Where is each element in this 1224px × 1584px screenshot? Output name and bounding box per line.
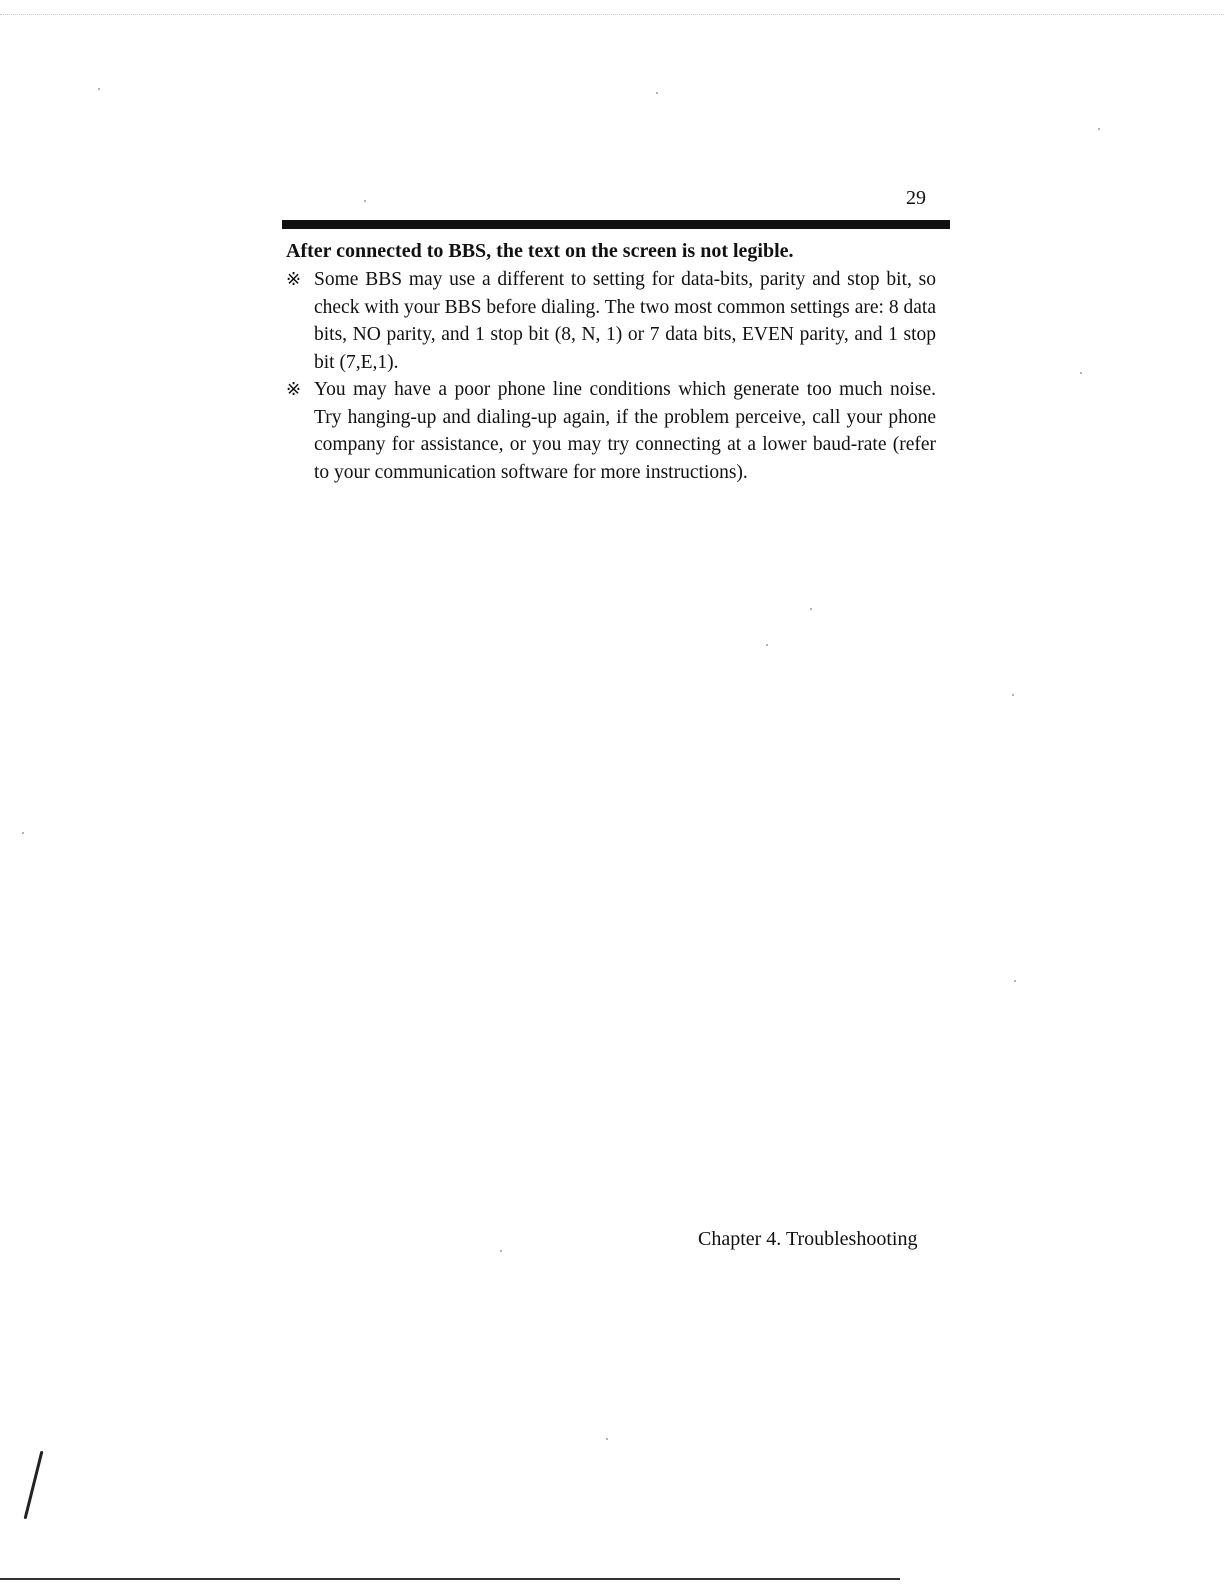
- scan-artifact-bottom-edge: [0, 1578, 900, 1580]
- scan-speck: [810, 608, 812, 610]
- scan-speck: [1098, 128, 1100, 130]
- scan-speck: [656, 92, 658, 94]
- tip-item: [286, 376, 936, 486]
- reference-mark-icon: ※: [286, 269, 302, 290]
- scan-speck: [98, 88, 100, 90]
- tip-item: [286, 266, 936, 376]
- tip-text: You may have a poor phone line conditions which generate too much noise. Try hanging-up and dialing-up again, if the problem perceive, call your phone company for assistance, or you may try connecting at a lower baud-rate (refer to your communication software for more instructions).: [314, 379, 936, 483]
- scan-speck: [364, 200, 366, 202]
- scan-speck: [1080, 372, 1082, 374]
- header-rule: [282, 220, 950, 229]
- scan-speck: [606, 1438, 608, 1440]
- scan-speck: [766, 644, 768, 646]
- reference-mark-icon: ※: [286, 379, 302, 400]
- page-number: 29: [906, 187, 926, 209]
- section-title: After connected to BBS, the text on the screen is not legible.: [286, 240, 794, 262]
- chapter-footer: Chapter 4. Troubleshooting: [698, 1228, 918, 1250]
- tip-text: Some BBS may use a different to setting for data-bits, parity and stop bit, so check with your BBS before dialing. The two most common settings are: 8 data bits, NO parity, and 1 stop bit (8, N, 1) or 7 data bits, EVEN parity, and 1 stop bit (7,E,1).: [314, 269, 936, 373]
- scan-speck: [500, 1250, 502, 1252]
- scan-speck: [1012, 694, 1014, 696]
- scan-speck: [22, 832, 24, 834]
- scan-artifact-top-edge: [0, 14, 1224, 15]
- scan-speck: [1014, 980, 1016, 982]
- scan-artifact-edge-mark: [24, 1451, 44, 1520]
- troubleshooting-section: [286, 238, 936, 486]
